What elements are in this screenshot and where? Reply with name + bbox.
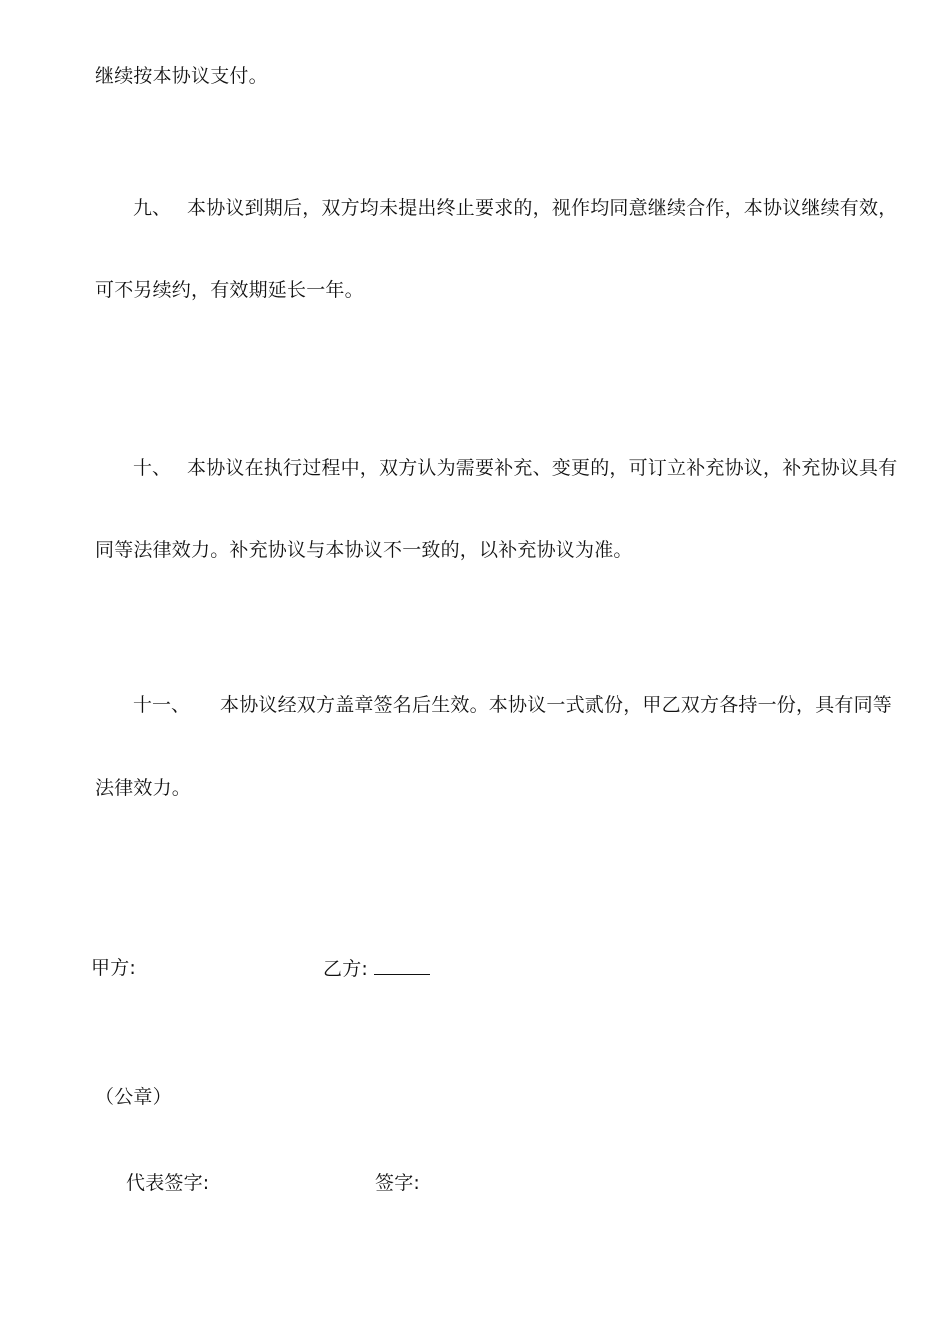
clause-text-line2: 可不另续约，有效期延长一年。 [95,279,364,301]
carryover-text: 继续按本协议支付。 [95,65,268,87]
clause-number: 十、 [133,457,172,479]
clause-text-line2: 同等法律效力。补充协议与本协议不一致的，以补充协议为准。 [95,539,633,561]
party-b-field [323,956,430,981]
clause-number: 十一、 [133,694,191,716]
seal-label: （公章） [95,1086,172,1108]
party-b-label: 乙方: [323,958,369,980]
clause-text-line1: 本协议经双方盖章签名后生效。本协议一式贰份，甲乙双方各持一份，具有同等 [220,694,893,716]
party-b-blank-line [374,956,430,975]
party-a-label: 甲方: [91,957,137,979]
clause-text-line2: 法律效力。 [95,777,192,799]
representative-sign-label: 代表签字: [126,1172,210,1194]
clause-text-line1: 本协议到期后，双方均未提出终止要求的，视作均同意继续合作，本协议继续有效， [187,197,898,219]
sign-label: 签字: [375,1172,421,1194]
clause-text-line1: 本协议在执行过程中，双方认为需要补充、变更的，可订立补充协议，补充协议具有 [187,457,898,479]
clause-number: 九、 [133,197,172,219]
